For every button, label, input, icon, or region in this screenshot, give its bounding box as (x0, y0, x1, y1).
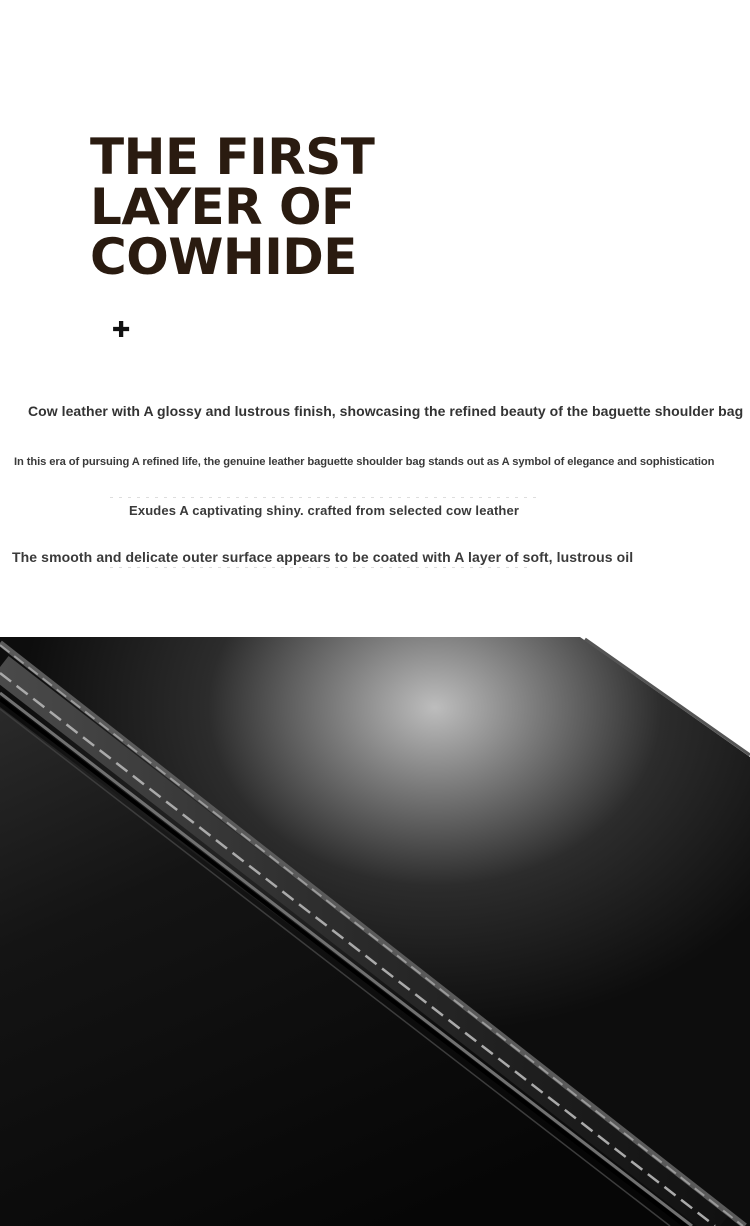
headline-line-2: LAYER OF (90, 178, 355, 236)
description-line-2: In this era of pursuing A refined life, the genuine leather baguette shoulder bag stands out as A symbol of elegance and sophistication (14, 456, 715, 468)
headline-line-1: THE FIRST (90, 128, 375, 186)
description-line-4: The smooth and delicate outer surface appears to be coated with A layer of soft, lustrous oil (12, 549, 634, 565)
headline (90, 128, 490, 286)
leather-closeup-photo (0, 637, 750, 1226)
description-line-3: Exudes A captivating shiny. crafted from selected cow leather (129, 503, 520, 518)
plus-icon: ✚ (112, 318, 131, 343)
faint-text-trace (110, 567, 530, 568)
faint-text-trace (110, 497, 540, 498)
description-line-1: Cow leather with A glossy and lustrous finish, showcasing the refined beauty of the baguette shoulder bag (28, 403, 744, 419)
headline-line-3: COWHIDE (90, 228, 357, 286)
